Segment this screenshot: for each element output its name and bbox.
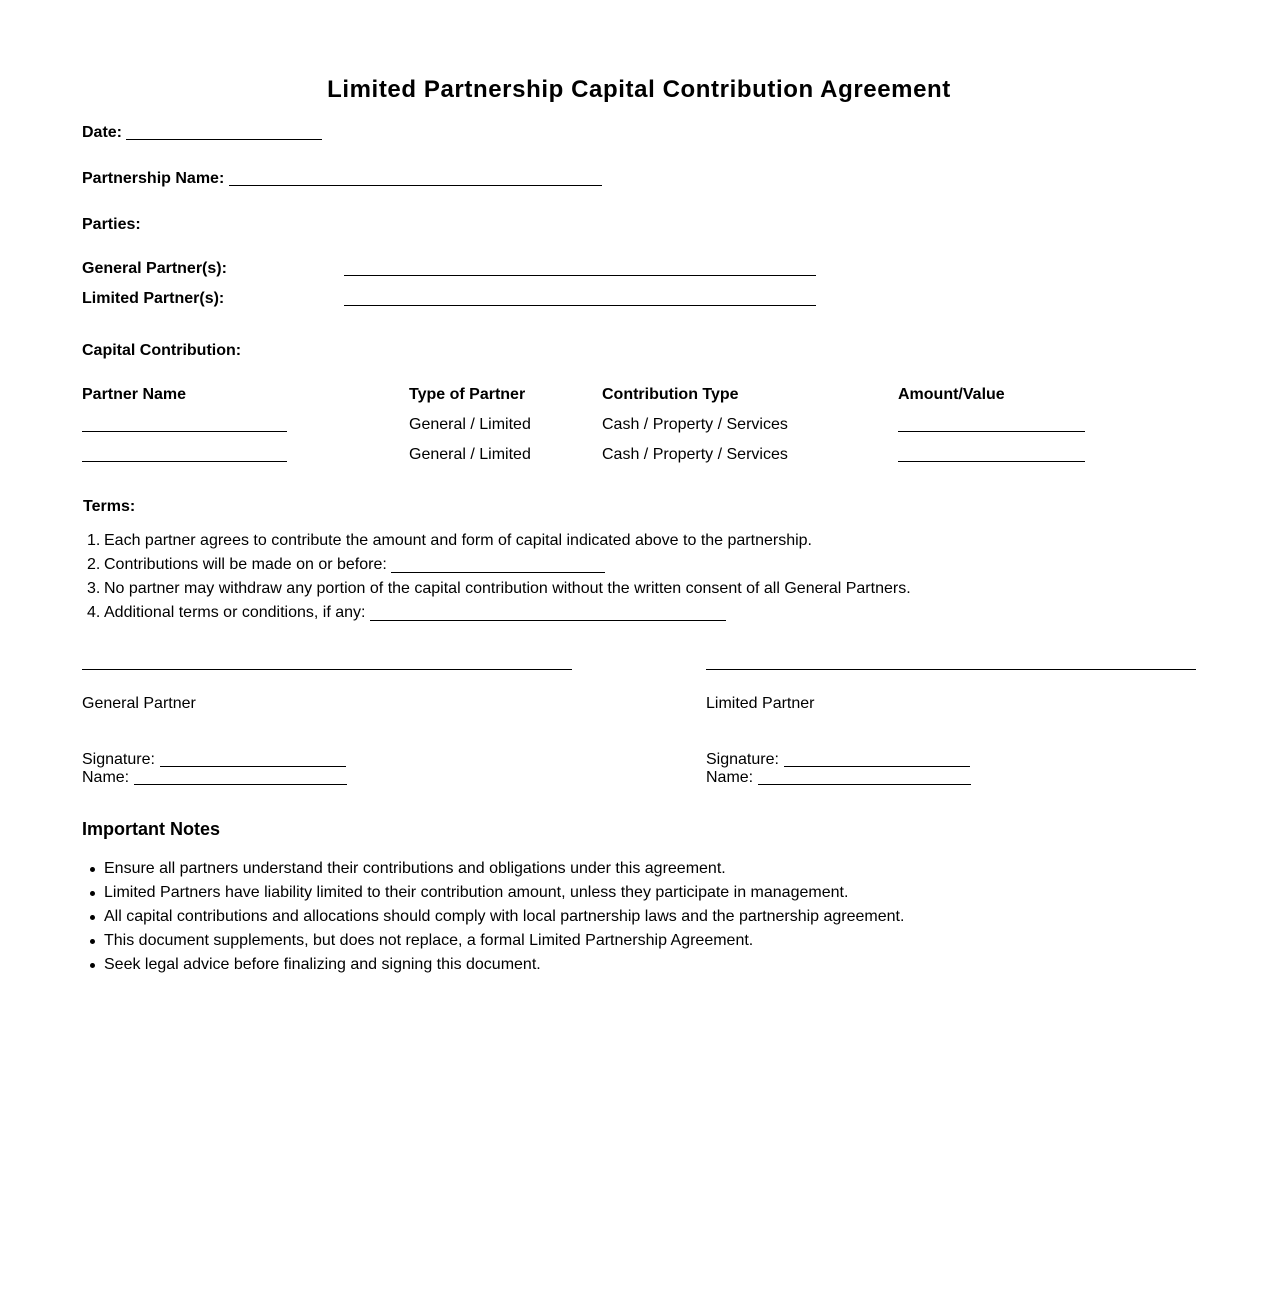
limited-partner-signature-line[interactable]	[706, 669, 1196, 670]
date-label: Date:	[82, 124, 123, 141]
additional-terms-blank[interactable]	[370, 620, 726, 621]
general-partner-signature-line[interactable]	[82, 669, 572, 670]
row-1-amount-blank[interactable]	[898, 431, 1085, 432]
term-3-text: No partner may withdraw any portion of the capital contribution without the written consent of all General Partners.	[104, 580, 911, 597]
partnership-name-label: Partnership Name:	[82, 170, 225, 187]
row-2-partner-name-blank[interactable]	[82, 461, 287, 462]
limited-partners-label: Limited Partner(s):	[82, 290, 225, 307]
bullet-icon	[90, 867, 95, 872]
term-4-text: Additional terms or conditions, if any:	[104, 604, 366, 621]
bullet-icon	[90, 915, 95, 920]
row-1-type: General / Limited	[409, 416, 531, 433]
column-header-contribution-type: Contribution Type	[602, 386, 739, 403]
parties-label: Parties:	[82, 216, 141, 233]
partnership-name-blank[interactable]	[229, 185, 602, 186]
limited-partner-role: Limited Partner	[706, 695, 815, 712]
limited-partners-blank[interactable]	[344, 305, 816, 306]
column-header-partner-name: Partner Name	[82, 386, 187, 403]
column-header-amount-value: Amount/Value	[898, 386, 1005, 403]
limited-signature-blank[interactable]	[784, 766, 970, 767]
general-name-blank[interactable]	[134, 784, 347, 785]
contribution-deadline-blank[interactable]	[391, 572, 605, 573]
term-4-number: 4.	[87, 604, 101, 621]
row-2-contribution-type: Cash / Property / Services	[602, 446, 788, 463]
general-name-label: Name:	[82, 769, 130, 786]
capital-contribution-heading: Capital Contribution:	[82, 342, 242, 359]
limited-name-label: Name:	[706, 769, 754, 786]
general-partner-role: General Partner	[82, 695, 196, 712]
term-1-text: Each partner agrees to contribute the amount and form of capital indicated above to the partnership.	[104, 532, 812, 549]
column-header-type-of-partner: Type of Partner	[409, 386, 526, 403]
note-5: Seek legal advice before finalizing and signing this document.	[104, 956, 541, 973]
limited-signature-label: Signature:	[706, 751, 779, 768]
general-partners-blank[interactable]	[344, 275, 816, 276]
note-2: Limited Partners have liability limited to their contribution amount, unless they participate in management.	[104, 884, 849, 901]
row-1-partner-name-blank[interactable]	[82, 431, 287, 432]
row-1-contribution-type: Cash / Property / Services	[602, 416, 788, 433]
limited-name-blank[interactable]	[758, 784, 971, 785]
term-1-number: 1.	[87, 532, 101, 549]
term-3-number: 3.	[87, 580, 101, 597]
bullet-icon	[90, 939, 95, 944]
note-1: Ensure all partners understand their contributions and obligations under this agreement.	[104, 860, 726, 877]
bullet-icon	[90, 891, 95, 896]
row-2-type: General / Limited	[409, 446, 531, 463]
term-2-number: 2.	[87, 556, 101, 573]
term-2-text: Contributions will be made on or before:	[104, 556, 387, 573]
date-blank[interactable]	[126, 139, 322, 140]
general-partners-label: General Partner(s):	[82, 260, 227, 277]
important-notes-heading: Important Notes	[82, 819, 221, 839]
row-2-amount-blank[interactable]	[898, 461, 1085, 462]
terms-heading: Terms:	[83, 498, 136, 515]
note-4: This document supplements, but does not replace, a formal Limited Partnership Agreement.	[104, 932, 754, 949]
general-signature-label: Signature:	[82, 751, 155, 768]
bullet-icon	[90, 963, 95, 968]
document-title: Limited Partnership Capital Contribution Agreement	[327, 76, 951, 103]
note-3: All capital contributions and allocations should comply with local partnership laws and the partnership agreement.	[104, 908, 905, 925]
general-signature-blank[interactable]	[160, 766, 346, 767]
